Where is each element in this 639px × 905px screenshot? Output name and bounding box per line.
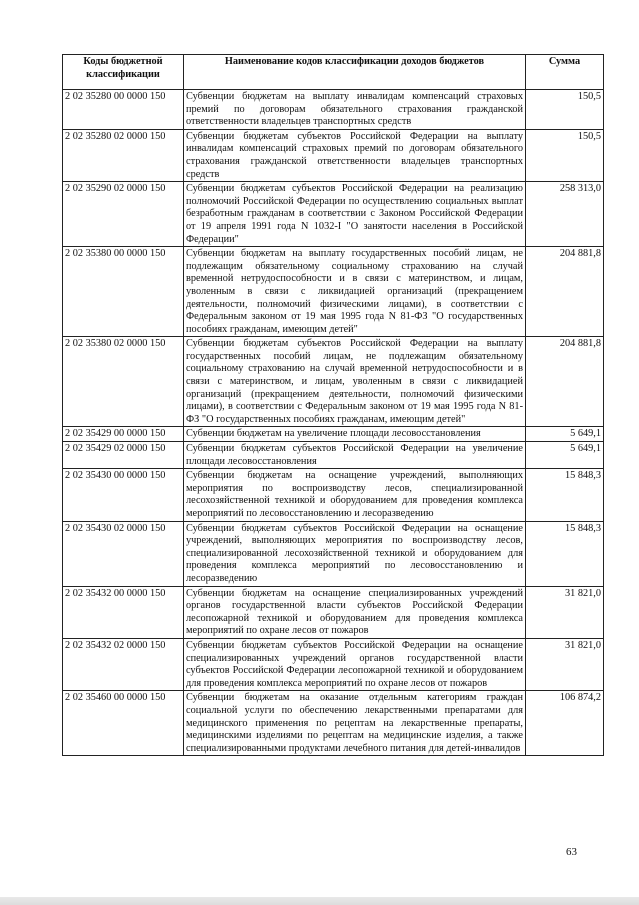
row-code: 2 02 35429 00 0000 150: [63, 427, 184, 442]
table-row: [63, 129, 604, 181]
row-code: 2 02 35380 00 0000 150: [63, 247, 184, 337]
row-sum: 15 848,3: [526, 521, 604, 586]
row-code: 2 02 35432 00 0000 150: [63, 586, 184, 638]
table-row: [63, 247, 604, 337]
table-row: [63, 586, 604, 638]
row-name: Субвенции бюджетам на оснащение специализированных учреждений органов государственной власти субъектов Российской Федерации лесопожарной техникой и оборудованием для проведения комплекса мероприятий по охране лесов от пожаров: [184, 586, 526, 638]
row-name: Субвенции бюджетам субъектов Российской Федерации на выплату государственных пособий лицам, не подлежащим обязательному социальному страхованию на случай временной нетрудоспособности и в связи с материнством, и лицам, уволенным в связи с ликвидацией организаций (прекращением деятельности, полномочий физическими лицами), в соответствии с Федеральным законом от 19 мая 1995 года N 81-ФЗ "О государственных пособиях гражданам, имеющим детей": [184, 337, 526, 427]
row-name: Субвенции бюджетам субъектов Российской Федерации на реализацию полномочий Российской Федерации по осуществлению социальных выплат безработным гражданам в соответствии с Законом Российской Федерации от 19 апреля 1991 года N 1032-I "О занятости населения в Российской Федерации": [184, 182, 526, 247]
row-sum: 5 649,1: [526, 442, 604, 469]
page-edge-shadow: [0, 897, 639, 905]
row-name: Субвенции бюджетам на оснащение учреждений, выполняющих мероприятия по воспроизводству лесов, специализированной лесохозяйственной техникой и оборудованием для проведения комплекса мероприятий по лесовосстановлению и лесоразведению: [184, 469, 526, 521]
row-sum: 31 821,0: [526, 638, 604, 690]
row-sum: 31 821,0: [526, 586, 604, 638]
row-code: 2 02 35430 00 0000 150: [63, 469, 184, 521]
row-sum: 106 874,2: [526, 691, 604, 756]
row-code: 2 02 35430 02 0000 150: [63, 521, 184, 586]
row-sum: 150,5: [526, 90, 604, 130]
row-code: 2 02 35429 02 0000 150: [63, 442, 184, 469]
row-sum: 5 649,1: [526, 427, 604, 442]
row-sum: 204 881,8: [526, 337, 604, 427]
row-sum: 258 313,0: [526, 182, 604, 247]
table-row: [63, 691, 604, 756]
table-row: [63, 337, 604, 427]
header-sum: Сумма: [526, 55, 604, 90]
row-name: Субвенции бюджетам на увеличение площади лесовосстановления: [184, 427, 526, 442]
page-number: 63: [566, 846, 577, 858]
budget-classification-table: [62, 54, 604, 756]
table-row: [63, 442, 604, 469]
row-sum: 150,5: [526, 129, 604, 181]
row-code: 2 02 35460 00 0000 150: [63, 691, 184, 756]
table-header-row: [63, 55, 604, 90]
row-name: Субвенции бюджетам субъектов Российской Федерации на оснащение учреждений, выполняющих мероприятия по воспроизводству лесов, специализированной лесохозяйственной техникой и оборудованием для проведения комплекса мероприятий по лесовосстановлению и лесоразведению: [184, 521, 526, 586]
row-code: 2 02 35432 02 0000 150: [63, 638, 184, 690]
table-row: [63, 638, 604, 690]
row-name: Субвенции бюджетам на оказание отдельным категориям граждан социальной услуги по обеспечению лекарственными препаратами для медицинского применения по рецептам на лекарственные препараты, медицинскими изделиями по рецептам на медицинские изделия, а также специализированными продуктами лечебного питания для детей-инвалидов: [184, 691, 526, 756]
header-name: Наименование кодов классификации доходов бюджетов: [184, 55, 526, 90]
row-sum: 204 881,8: [526, 247, 604, 337]
row-name: Субвенции бюджетам субъектов Российской Федерации на выплату инвалидам компенсаций страховых премий по договорам обязательного страхования гражданской ответственности владельцев транспортных средств: [184, 129, 526, 181]
table-row: [63, 90, 604, 130]
row-code: 2 02 35280 02 0000 150: [63, 129, 184, 181]
table-row: [63, 469, 604, 521]
row-sum: 15 848,3: [526, 469, 604, 521]
table-row: [63, 182, 604, 247]
row-code: 2 02 35280 00 0000 150: [63, 90, 184, 130]
row-code: 2 02 35290 02 0000 150: [63, 182, 184, 247]
row-name: Субвенции бюджетам на выплату инвалидам компенсаций страховых премий по договорам обязательного страхования гражданской ответственности владельцев транспортных средств: [184, 90, 526, 130]
table-row: [63, 521, 604, 586]
row-name: Субвенции бюджетам на выплату государственных пособий лицам, не подлежащим обязательному социальному страхованию на случай временной нетрудоспособности и в связи с материнством, и лицам, уволенным в связи с ликвидацией организаций (прекращением деятельности, полномочий физическими лицами), в соответствии с Федеральным законом от 19 мая 1995 года N 81-ФЗ "О государственных пособиях гражданам, имеющим детей": [184, 247, 526, 337]
table-row: [63, 427, 604, 442]
header-codes: Коды бюджетной классификации: [63, 55, 184, 90]
row-name: Субвенции бюджетам субъектов Российской Федерации на оснащение специализированных учреждений органов государственной власти субъектов Российской Федерации лесопожарной техникой и оборудованием для проведения комплекса мероприятий по охране лесов от пожаров: [184, 638, 526, 690]
row-code: 2 02 35380 02 0000 150: [63, 337, 184, 427]
row-name: Субвенции бюджетам субъектов Российской Федерации на увеличение площади лесовосстановления: [184, 442, 526, 469]
